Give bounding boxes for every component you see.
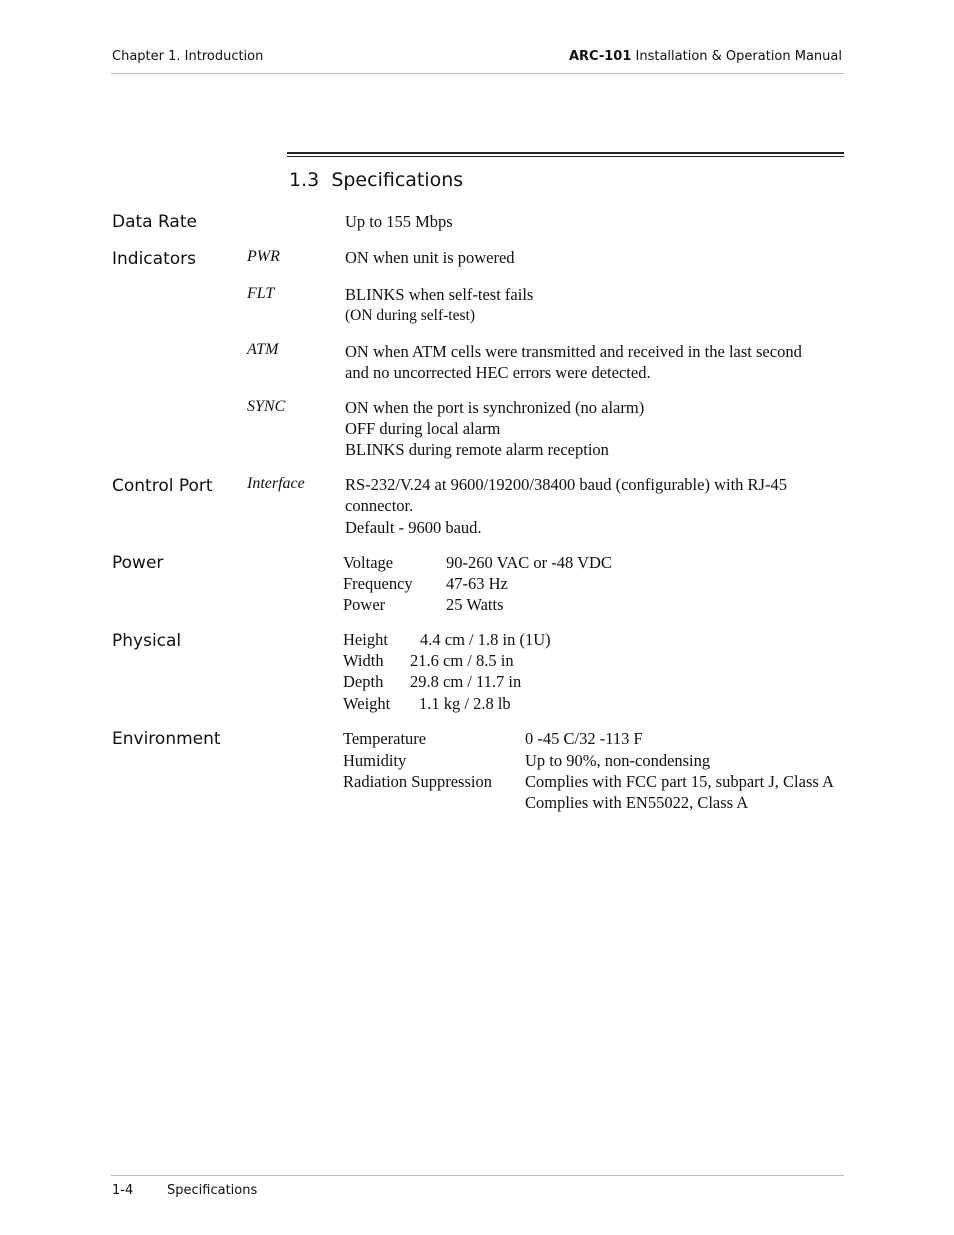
physical-key-weight: Weight <box>343 694 391 713</box>
header-product: ARC-101 <box>568 49 632 64</box>
footer-rule <box>111 1175 844 1176</box>
data-rate-value: Up to 155 Mbps <box>345 212 453 231</box>
label-environment: Environment <box>112 729 221 749</box>
label-power: Power <box>112 553 164 573</box>
indicator-atm-name: ATM <box>247 341 279 358</box>
control-port-desc-1: RS-232/V.24 at 9600/19200/38400 baud (configurable) with RJ-45 <box>345 475 787 494</box>
indicator-sync-desc-2: OFF during local alarm <box>345 419 501 438</box>
power-value-frequency: 47-63 Hz <box>446 574 508 593</box>
indicator-pwr-desc: ON when unit is powered <box>345 248 515 267</box>
label-physical: Physical <box>112 631 182 651</box>
control-port-desc-2: connector. <box>345 496 414 515</box>
header-manual-rest: Installation & Operation Manual <box>631 49 842 64</box>
power-value-voltage: 90-260 VAC or -48 VDC <box>446 553 612 572</box>
title-rule-thick <box>287 152 844 154</box>
header-rule <box>111 73 844 74</box>
env-key-radiation: Radiation Suppression <box>343 772 492 791</box>
section-number: 1.3 <box>289 169 320 191</box>
env-key-humidity: Humidity <box>343 751 407 770</box>
physical-value-width: 21.6 cm / 8.5 in <box>410 651 514 670</box>
indicator-flt-desc-1: BLINKS when self-test fails <box>345 285 534 304</box>
physical-key-width: Width <box>343 651 384 670</box>
section-title-text: Specifications <box>331 169 464 191</box>
env-key-temperature: Temperature <box>343 729 427 748</box>
section-title <box>289 169 463 191</box>
power-key-power: Power <box>343 595 386 614</box>
indicator-sync-desc-1: ON when the port is synchronized (no alarm) <box>345 398 645 417</box>
indicator-sync-name: SYNC <box>247 398 286 415</box>
env-value-humidity: Up to 90%, non-condensing <box>525 751 711 770</box>
indicator-sync-desc-3: BLINKS during remote alarm reception <box>345 440 609 459</box>
label-indicators: Indicators <box>112 249 196 269</box>
physical-value-height: 4.4 cm / 1.8 in (1U) <box>420 630 551 649</box>
header-chapter: Chapter 1. Introduction <box>112 49 264 64</box>
label-data-rate: Data Rate <box>112 212 197 232</box>
label-control-port: Control Port <box>112 476 213 496</box>
footer-section: Specifications <box>167 1183 258 1198</box>
physical-value-weight: 1.1 kg / 2.8 lb <box>419 694 511 713</box>
physical-value-depth: 29.8 cm / 11.7 in <box>410 672 522 691</box>
power-value-power: 25 Watts <box>446 595 504 614</box>
indicator-atm-desc-2: and no uncorrected HEC errors were detected. <box>345 363 651 382</box>
env-value-temperature: 0 -45 C/32 -113 F <box>525 729 643 748</box>
physical-key-height: Height <box>343 630 388 649</box>
control-port-interface: Interface <box>247 475 305 492</box>
env-value-radiation-fcc: Complies with FCC part 15, subpart J, Class A <box>525 772 834 791</box>
indicator-flt-name: FLT <box>247 285 275 302</box>
header-manual-title <box>569 49 842 64</box>
indicator-pwr-name: PWR <box>247 248 280 265</box>
power-key-voltage: Voltage <box>343 553 394 572</box>
title-rule-thin <box>287 156 844 157</box>
control-port-desc-3: Default - 9600 baud. <box>345 518 482 537</box>
indicator-atm-desc-1: ON when ATM cells were transmitted and received in the last second <box>345 342 802 361</box>
footer-page-number: 1-4 <box>112 1183 134 1198</box>
power-key-frequency: Frequency <box>343 574 413 593</box>
env-value-radiation-en: Complies with EN55022, Class A <box>525 793 749 812</box>
indicator-flt-desc-2: (ON during self-test) <box>345 307 475 324</box>
physical-key-depth: Depth <box>343 672 384 691</box>
